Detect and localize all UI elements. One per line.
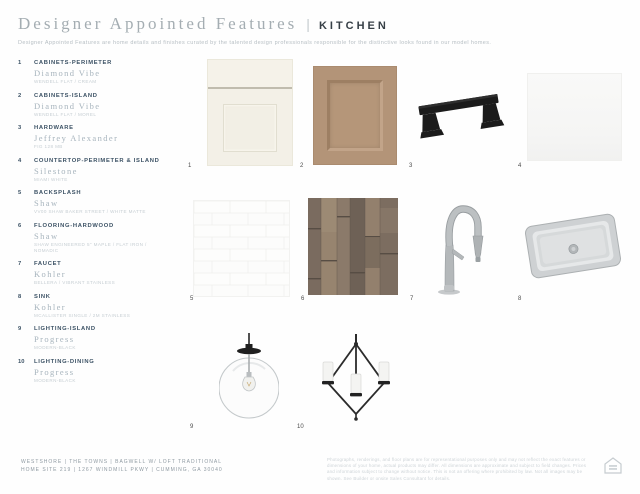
title-separator: | <box>306 16 310 32</box>
page-subtitle: Designer Appointed Features are home details and finishes curated by the talented design professionals responsible for the distinctive looks found in our model homes. <box>18 40 492 46</box>
cabinet-drawer-front <box>208 60 292 89</box>
feature-brand: Diamond Vibe <box>34 68 101 78</box>
feature-category: COUNTERTOP-PERIMETER & ISLAND <box>34 157 160 164</box>
section-title: KITCHEN <box>318 20 389 32</box>
feature-item-flooring <box>18 223 186 253</box>
feature-category: CABINETS-ISLAND <box>34 92 98 99</box>
feature-detail: BELLERA / VIBRANT STAINLESS <box>34 280 116 286</box>
feature-detail: VV00 SHAW BAKER STREET / WHITE MATTE <box>34 209 146 215</box>
feature-brand: Shaw <box>34 230 59 241</box>
cabinet-door-panel <box>327 80 383 151</box>
feature-detail: FIG 128 MB <box>34 144 63 150</box>
feature-number: 7 <box>18 261 22 268</box>
feature-detail: WENDELL FLAT / MOREL <box>34 111 97 117</box>
swatch-number-5: 5 <box>190 296 194 302</box>
header <box>18 14 491 46</box>
perimeter-cabinet-swatch <box>207 59 293 166</box>
feature-brand: Progress <box>34 334 75 345</box>
feature-brand: Progress <box>34 366 75 377</box>
globe-pendant-icon <box>219 333 279 428</box>
feature-brand: Diamond Vibe <box>34 100 101 111</box>
backsplash-swatch <box>193 200 290 297</box>
feature-category: FLOORING-HARDWOOD <box>34 222 114 229</box>
subway-tile-pattern <box>194 201 289 296</box>
feature-number: 3 <box>18 125 22 132</box>
footer-address <box>21 458 223 474</box>
feature-category: LIGHTING-ISLAND <box>34 326 96 333</box>
swatch-number-3: 3 <box>409 163 413 169</box>
feature-detail: MCALLISTER SINGLE / 2M STAINLESS <box>34 312 131 318</box>
feature-detail: MIAMI WHITE <box>34 176 68 182</box>
feature-brand: Kohler <box>34 301 67 312</box>
feature-category: LIGHTING-DINING <box>34 358 95 365</box>
feature-item-countertop <box>18 158 186 183</box>
equal-housing-icon <box>604 457 622 475</box>
chandelier-icon <box>317 334 395 422</box>
island-pendant-image <box>219 333 279 428</box>
swatch-number-9: 9 <box>190 424 194 430</box>
dining-chandelier-image <box>317 334 395 422</box>
swatch-number-1: 1 <box>188 163 192 169</box>
hardwood-flooring-swatch <box>308 198 398 295</box>
sink-icon <box>520 207 626 285</box>
feature-detail: WENDELL FLAT / CREAM <box>34 79 97 84</box>
feature-number: 10 <box>18 358 25 365</box>
feature-number: 2 <box>18 92 22 99</box>
faucet-image <box>433 199 491 296</box>
feature-detail: MODERN-BLACK <box>34 345 76 351</box>
footer-disclaimer: Photographs, renderings, and floor plans are for representational purposes only and may not reflect the exact features or dimensions of your home, actual products may differ. All dimensions are approximate and subject to field changes. Prices and information subject to change without notice. This is not an offering where prohibited by law. Not all images may be shown. See Builder or onsite Sales Consultant for details. <box>327 457 587 481</box>
feature-number: 5 <box>18 190 22 197</box>
feature-item-cabinets-island <box>18 93 186 118</box>
feature-brand: Shaw <box>34 198 59 209</box>
feature-detail: SHAW ENGINEERED 5" MAPLE / FLAT IRON / NOMADIC <box>34 241 147 253</box>
swatch-number-8: 8 <box>518 296 522 302</box>
feature-number: 1 <box>18 60 22 66</box>
feature-category: BACKSPLASH <box>34 190 82 197</box>
feature-brand: Kohler <box>34 269 67 280</box>
countertop-swatch <box>527 73 622 161</box>
feature-item-cabinets-perimeter <box>18 60 186 85</box>
wood-plank-pattern <box>308 198 398 295</box>
feature-number: 4 <box>18 157 22 164</box>
swatch-number-10: 10 <box>297 424 304 430</box>
page-title: Designer Appointed Features <box>18 14 298 33</box>
feature-category: SINK <box>34 293 51 300</box>
hardware-pull-image <box>408 84 512 144</box>
footer-homesite-line: HOME SITE 219 | 1267 WINDMILL PKWY | CUMMING, GA 30040 <box>21 467 223 473</box>
cabinet-door-panel <box>223 104 277 152</box>
island-cabinet-swatch <box>313 66 397 165</box>
feature-number: 8 <box>18 293 22 300</box>
feature-brand: Jeffrey Alexander <box>34 133 119 144</box>
faucet-icon <box>433 199 491 296</box>
feature-list <box>18 60 186 392</box>
feature-item-faucet <box>18 261 186 286</box>
footer-community-line: WESTSHORE | THE TOWNS | BAGWELL W/ LOFT TRADITIONAL <box>21 459 223 465</box>
feature-item-backsplash <box>18 190 186 215</box>
feature-detail: MODERN-BLACK <box>34 377 76 383</box>
swatch-number-4: 4 <box>518 163 522 169</box>
feature-number: 6 <box>18 222 22 229</box>
feature-category: CABINETS-PERIMETER <box>34 60 112 66</box>
feature-category: HARDWARE <box>34 125 74 132</box>
swatch-number-2: 2 <box>300 163 304 169</box>
feature-item-hardware <box>18 125 186 150</box>
feature-item-lighting-dining <box>18 359 186 384</box>
feature-item-lighting-island <box>18 326 186 351</box>
feature-category: FAUCET <box>34 261 62 268</box>
feature-brand: Silestone <box>34 165 78 176</box>
sink-image <box>520 207 626 285</box>
swatch-number-6: 6 <box>301 296 305 302</box>
swatch-number-7: 7 <box>410 296 414 302</box>
cabinet-pull-icon <box>408 84 512 144</box>
feature-number: 9 <box>18 326 22 333</box>
feature-item-sink <box>18 294 186 319</box>
